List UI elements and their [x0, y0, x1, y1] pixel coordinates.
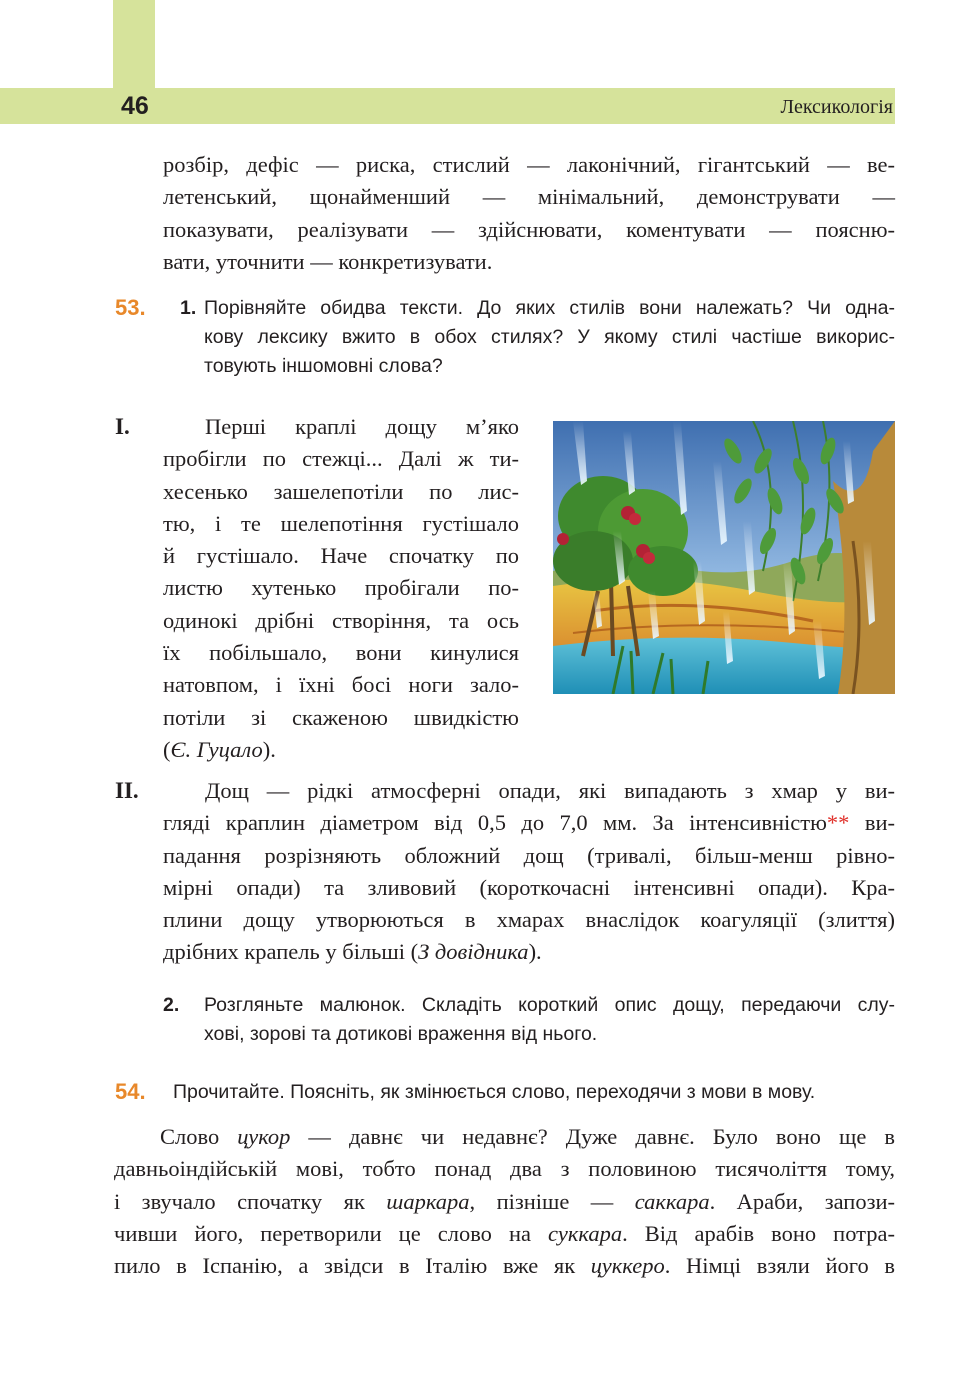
rain-illustration	[553, 421, 895, 694]
text-line: Перші краплі дощу м’яко	[205, 414, 519, 439]
example-word: цукор	[237, 1124, 291, 1149]
text-line: одинокі дрібні створіння, та ось	[163, 607, 519, 633]
text-line: мірні опади) та зливовий (короткочасні інтенсивні опади). Кра-	[163, 874, 895, 900]
text-line: розбір, дефіс — риска, стислий — лаконічний, гігантський — ве-	[163, 152, 895, 177]
footnote-mark: **	[826, 810, 850, 836]
text-run: дрібних крапель у більші (	[163, 939, 419, 965]
text-run: гляді краплин діаметром від 0,5 до 7,0 мм. За інтенсивністю	[163, 810, 827, 836]
text-line	[163, 734, 519, 766]
text-1-paragraph	[163, 411, 519, 766]
text-line: листю хутенько пробігали по-	[163, 575, 519, 601]
text-run: чивши його, перетворили це слово на	[114, 1220, 549, 1246]
exercise-number-54: 54.	[115, 1079, 146, 1104]
task-1-text	[204, 294, 895, 381]
text-line	[114, 1250, 895, 1282]
text-run: , пізніше —	[469, 1188, 635, 1214]
task-2-text	[204, 991, 895, 1049]
text-2-label: II.	[115, 778, 139, 803]
text-line: вати, уточнити — конкретизувати.	[163, 248, 493, 274]
text-line	[163, 936, 895, 968]
page-number: 46	[121, 92, 149, 120]
intro-paragraph	[163, 149, 895, 278]
text-line: Порівняйте обидва тексти. До яких стилів вони належать? Чи одна-	[204, 297, 895, 319]
rain-scene-image	[553, 421, 895, 694]
task-number: 2.	[163, 994, 180, 1016]
example-word: суккара	[548, 1220, 623, 1246]
text-1-label: I.	[115, 414, 130, 439]
text-run: і звучало спочатку як	[114, 1188, 387, 1214]
text-run: . Від арабів воно потра-	[622, 1220, 895, 1246]
text-line: Розгляньте малюнок. Складіть короткий опис дощу, передаючи слу-	[204, 994, 895, 1016]
text-2-paragraph	[163, 775, 895, 969]
example-word: шаркара	[386, 1188, 470, 1214]
text-run: . Араби, запози-	[709, 1188, 895, 1214]
text-line: тю, і те шелепотіння густішало	[163, 510, 519, 536]
text-line	[163, 807, 895, 839]
text-line	[114, 1186, 895, 1218]
text-line: й густішало. Наче спочатку по	[163, 543, 519, 569]
source-author: Є. Гуцало	[170, 736, 263, 762]
example-word: цуккеро	[590, 1253, 665, 1279]
section-title: Лексикологія	[780, 96, 893, 118]
text-run: ви-	[849, 810, 895, 836]
example-word: саккара	[634, 1188, 710, 1214]
text-line	[114, 1218, 895, 1250]
text-line: кову лексику вжито в обох стилях? У якому стилі частіше викорис-	[204, 326, 895, 348]
text-line: пробігли по стежці... Далі ж ти-	[163, 446, 519, 472]
task-number: 1.	[180, 297, 197, 319]
text-run: — давнє чи недавнє? Дуже давнє. Було воно ще в	[290, 1124, 895, 1149]
text-run: ).	[528, 939, 542, 965]
text-line	[114, 1121, 895, 1153]
text-line: плини дощу утворюються в хмарах внаслідок коагуляції (злиття)	[163, 907, 895, 933]
text-line: хові, зорові та дотикові враження від нього.	[204, 1023, 598, 1045]
paren: (	[163, 736, 171, 762]
text-line: хесенько зашелепотіли по лис-	[163, 478, 519, 504]
text-line: давньоіндійській мові, тобто понад два з половиною тисячоліття тому,	[114, 1156, 895, 1182]
text-line: товують іншомовні слова?	[204, 355, 443, 377]
text-line: їх побільшало, вони кинулися	[163, 640, 519, 666]
text-line: Дощ — рідкі атмосферні опади, які випадають з хмар у ви-	[205, 778, 895, 803]
source-reference: З довідника	[418, 939, 529, 965]
text-run: . Німці взяли його в	[664, 1253, 895, 1279]
text-line: летенський, щонайменший — мінімальний, демонструвати —	[163, 184, 895, 210]
text-line: падання розрізняють обложний дощ (тривалі, більш-менш рівно-	[163, 842, 895, 868]
task-2-number	[163, 991, 179, 1020]
text-line: показувати, реалізувати — здійснювати, коментувати — поясню-	[163, 216, 895, 242]
exercise-54-text	[114, 1121, 895, 1282]
exercise-number-53: 53.	[115, 295, 146, 320]
exercise-54-task: Прочитайте. Поясніть, як змінюється слово, переходячи з мови в мову.	[173, 1081, 816, 1103]
text-line: потіли зі скаженою швидкістю	[163, 704, 519, 730]
text-run: Слово	[160, 1124, 238, 1149]
text-line: натовпом, і їхні босі ноги зало-	[163, 672, 519, 698]
paren: ).	[262, 736, 276, 762]
text-run: пило в Іспанію, а звідси в Італію вже як	[114, 1253, 591, 1279]
task-1-number	[180, 294, 196, 323]
